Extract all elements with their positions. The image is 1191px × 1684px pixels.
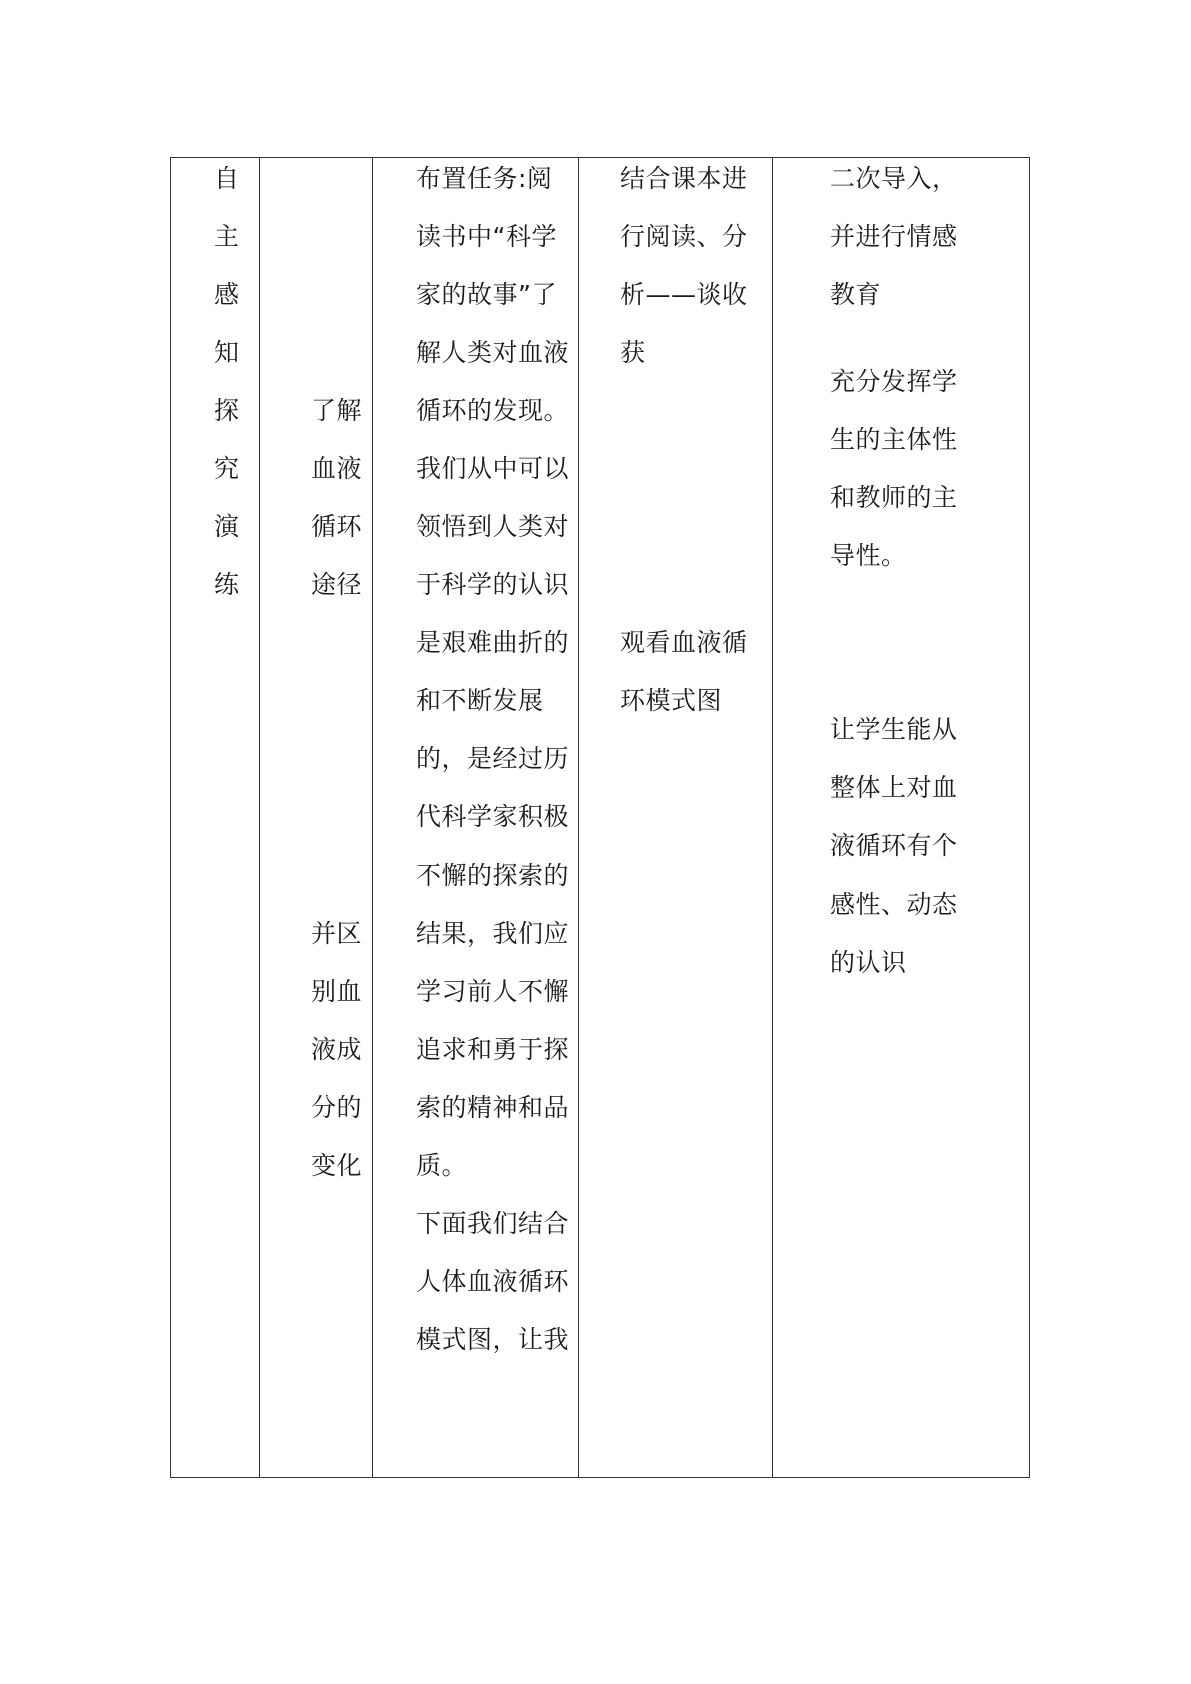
intent-line: 二次导入， (830, 164, 958, 193)
teacher-line: 布置任务:阅 (416, 164, 553, 193)
teacher-line: 家的故事”了 (416, 280, 557, 309)
objective-line: 别血 (311, 977, 363, 1006)
intent-line: 让学生能从 (830, 715, 958, 744)
teacher-line: 和不断发展 (416, 686, 544, 715)
stage-char: 探 (214, 396, 240, 425)
objective-line: 分的 (311, 1093, 363, 1122)
teacher-line: 代科学家积极 (416, 802, 570, 831)
objective-line: 途径 (311, 570, 363, 599)
teacher-line: 下面我们结合 (416, 1209, 570, 1238)
stage-char: 主 (214, 222, 240, 251)
intent-line: 和教师的主 (830, 483, 958, 512)
design-intent-cell (772, 158, 1031, 1477)
student-activity-cell (578, 158, 772, 1477)
intent-line: 教育 (830, 280, 882, 309)
teacher-line: 循环的发现。 (416, 396, 570, 425)
teacher-line: 不懈的探索的 (416, 861, 570, 890)
intent-line: 的认识 (830, 948, 907, 977)
objective-line: 变化 (311, 1151, 363, 1180)
teacher-line: 模式图，让我 (416, 1325, 570, 1354)
stage-char: 练 (214, 570, 240, 599)
intent-line: 生的主体性 (830, 425, 958, 454)
student-line: 行阅读、分 (620, 222, 748, 251)
intent-line: 整体上对血 (830, 773, 958, 802)
teacher-line: 读书中“科学 (416, 222, 557, 251)
stage-char: 演 (214, 512, 240, 541)
teacher-line: 质。 (416, 1151, 468, 1180)
teacher-line: 追求和勇于探 (416, 1035, 570, 1064)
objective-cell (259, 158, 372, 1477)
teacher-line: 我们从中可以 (416, 454, 570, 483)
student-line: 结合课本进 (620, 164, 748, 193)
stage-char: 究 (214, 454, 240, 483)
teacher-line: 学习前人不懈 (416, 977, 570, 1006)
stage-char: 知 (214, 338, 240, 367)
intent-line: 充分发挥学 (830, 367, 958, 396)
stage-cell (171, 158, 259, 1477)
teacher-activity-cell (372, 158, 578, 1477)
lesson-plan-table (170, 157, 1030, 1478)
teacher-line: 人体血液循环 (416, 1267, 570, 1296)
stage-char: 感 (214, 280, 240, 309)
objective-line: 并区 (311, 919, 363, 948)
teacher-line: 是艰难曲折的 (416, 628, 570, 657)
intent-line: 并进行情感 (830, 222, 958, 251)
intent-line: 感性、动态 (830, 890, 958, 919)
objective-line: 了解 (311, 396, 363, 425)
intent-line: 液循环有个 (830, 831, 958, 860)
objective-line: 血液 (311, 454, 363, 483)
teacher-line: 于科学的认识 (416, 570, 570, 599)
teacher-line: 解人类对血液 (416, 338, 570, 367)
teacher-line: 的，是经过历 (416, 744, 570, 773)
teacher-line: 索的精神和品 (416, 1093, 570, 1122)
objective-line: 循环 (311, 512, 363, 541)
intent-line: 导性。 (830, 541, 907, 570)
stage-char: 自 (214, 164, 240, 193)
student-line: 观看血液循 (620, 628, 748, 657)
student-line: 析——谈收 (620, 280, 748, 309)
student-line: 获 (620, 338, 646, 367)
objective-line: 液成 (311, 1035, 363, 1064)
teacher-line: 结果，我们应 (416, 919, 570, 948)
student-line: 环模式图 (620, 686, 723, 715)
teacher-line: 领悟到人类对 (416, 512, 570, 541)
